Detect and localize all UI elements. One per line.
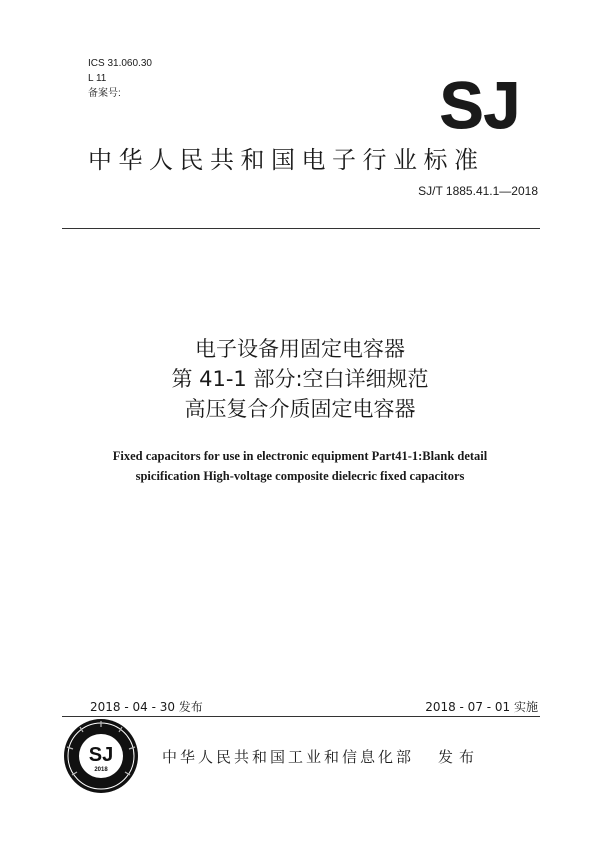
issue-label: 发布 <box>438 748 481 766</box>
issuing-authority: 中华人民共和国工业和信息化部 <box>162 748 415 766</box>
issue-date: 2018 - 04 - 30 发布 <box>90 700 203 714</box>
seal-year: 2018 <box>94 767 108 773</box>
title-en-line-1: Fixed capacitors for use in electronic equipment Part41-1:Blank detail <box>112 449 488 463</box>
title-cn-line-2: 第 41-1 部分:空白详细规范 <box>171 367 429 391</box>
standard-category: 中华人民共和国电子行业标准 <box>88 146 485 174</box>
document-meta <box>88 56 152 101</box>
title-en-line-2: spicification High-voltage composite dielecric fixed capacitors <box>135 469 465 483</box>
sj-logo-text: SJ <box>439 72 521 132</box>
sj-logo-icon <box>430 72 530 132</box>
ics-code: ICS 31.060.30 <box>88 58 152 69</box>
standard-number: SJ/T 1885.41.1—2018 <box>418 184 538 198</box>
title-chinese <box>0 334 600 424</box>
title-cn-line-3: 高压复合介质固定电容器 <box>184 397 416 421</box>
classification-code: L 11 <box>88 73 107 84</box>
ministry-seal-icon <box>62 717 140 795</box>
record-number-label: 备案号: <box>88 88 121 99</box>
title-cn-line-1: 电子设备用固定电容器 <box>195 337 405 361</box>
implementation-date: 2018 - 07 - 01 实施 <box>425 700 538 714</box>
seal-letters: SJ <box>88 744 114 766</box>
title-english <box>40 446 560 486</box>
header-divider <box>62 228 540 229</box>
